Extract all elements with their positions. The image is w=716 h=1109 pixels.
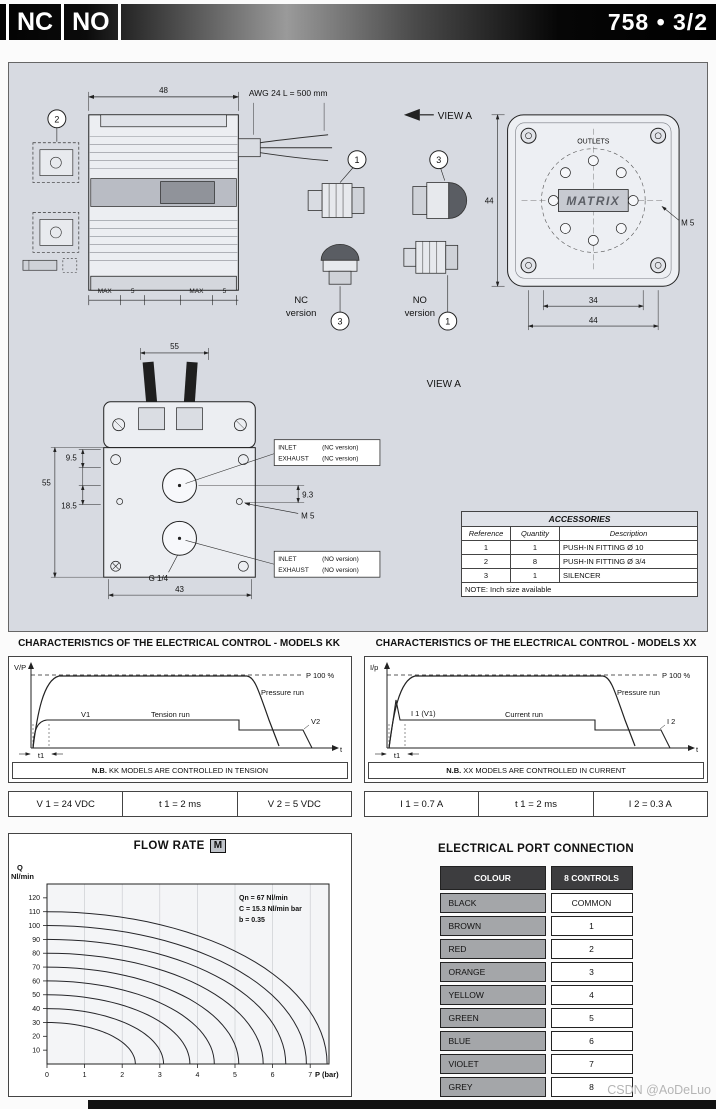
inlet-no-label: INLET xyxy=(278,556,297,564)
flow-y-tick-label: 80 xyxy=(32,950,40,958)
kk-v1-label: V1 xyxy=(81,710,91,719)
bottom-dim-9-3: 9.3 xyxy=(302,490,314,500)
flange-thread-m5: M 5 xyxy=(681,218,695,228)
port-header-row xyxy=(440,866,633,890)
port-connection-panel xyxy=(364,833,708,1097)
port-colour-cell: RED xyxy=(440,939,546,959)
port-colour-cell: BLUE xyxy=(440,1031,546,1051)
accessories-col-reference: Reference xyxy=(462,527,511,541)
port-row xyxy=(440,916,633,936)
port-colour-cell: GREY xyxy=(440,1077,546,1097)
flow-x-tick-label: 5 xyxy=(233,1072,237,1079)
header-bar xyxy=(0,4,716,40)
bottom-dim-43: 43 xyxy=(175,585,184,595)
xx-spec-strip xyxy=(364,791,708,817)
port-control-cell: 3 xyxy=(551,962,633,982)
xx-spec-i1: I 1 = 0.7 A xyxy=(400,798,444,810)
xx-y-axis-label: I/p xyxy=(370,663,379,672)
flow-y-tick-label: 70 xyxy=(32,964,40,972)
port-row xyxy=(440,1054,633,1074)
xx-control-chart xyxy=(365,658,707,764)
no-version-line2: version xyxy=(404,308,436,320)
view-a-arrow-icon xyxy=(404,109,434,121)
xx-note-strip xyxy=(368,762,704,779)
flow-y-ticks xyxy=(28,895,47,1054)
port-row xyxy=(440,962,633,982)
valve-front-view xyxy=(89,115,239,290)
push-in-fitting-no-drawing xyxy=(404,241,458,273)
kk-note-nb: N.B. xyxy=(91,766,107,775)
accessories-col-quantity: Quantity xyxy=(511,527,560,541)
port-control-cell: 7 xyxy=(551,1054,633,1074)
flange-dim-44-mount: 44 xyxy=(588,316,598,326)
port-control-cell: 1 xyxy=(551,916,633,936)
flow-x-tick-label: 1 xyxy=(82,1072,87,1079)
xx-spec-i2: I 2 = 0.3 A xyxy=(593,792,707,816)
xx-control-panel xyxy=(364,656,708,783)
accessories-row xyxy=(462,555,698,569)
port-row xyxy=(440,939,633,959)
flow-y-tick-label: 20 xyxy=(32,1033,40,1041)
flow-y-unit-q: Q xyxy=(17,863,23,872)
cable-label: AWG 24 L = 500 mm xyxy=(248,87,328,98)
m-badge: M xyxy=(210,839,227,853)
flow-y-tick-label: 50 xyxy=(32,992,40,1000)
port-colour-cell: ORANGE xyxy=(440,962,546,982)
accessories-header-row xyxy=(462,527,698,541)
port-row xyxy=(440,1008,633,1028)
exhaust-nc-label: EXHAUST xyxy=(278,455,309,463)
accessories-title: ACCESSORIES xyxy=(462,512,698,527)
silencer-drawing xyxy=(413,183,467,219)
kk-pressure-run-label: Pressure run xyxy=(261,688,304,697)
kk-control-panel xyxy=(8,656,352,783)
port-header-controls: 8 CONTROLS xyxy=(551,866,633,890)
flow-y-tick-label: 40 xyxy=(32,1006,40,1014)
port-colour-cell: GREEN xyxy=(440,1008,546,1028)
flow-x-ticks xyxy=(45,1064,312,1079)
xx-t1-label: t1 xyxy=(393,751,401,760)
kk-v2-label: V2 xyxy=(311,717,321,726)
flow-x-tick-label: 3 xyxy=(157,1072,162,1079)
din-connectors xyxy=(23,143,79,273)
flow-x-axis-label: P (bar) xyxy=(315,1070,339,1079)
flow-y-tick-label: 110 xyxy=(28,909,40,917)
flow-rate-title xyxy=(9,834,351,853)
inlet-nc-note: (NC version) xyxy=(322,444,359,452)
accessories-cell: 1 xyxy=(462,541,511,555)
flow-y-unit-nlmin: Nl/min xyxy=(11,872,34,881)
dim-max-lines xyxy=(89,295,239,305)
push-in-fitting-drawing xyxy=(308,184,364,218)
flow-annotation-qn: Qn = 67 Nl/min xyxy=(239,895,288,902)
flow-x-tick-label: 2 xyxy=(120,1072,125,1079)
no-version-line1: NO xyxy=(412,295,427,307)
flow-rate-panel xyxy=(8,833,352,1097)
port-control-cell: 8 xyxy=(551,1077,633,1097)
accessories-cell: 3 xyxy=(462,569,511,583)
valve-type-badge xyxy=(0,4,121,40)
max-left-label: MAX xyxy=(97,288,112,296)
kk-section-title: CHARACTERISTICS OF THE ELECTRICAL CONTROL - MODELS KK xyxy=(18,638,340,649)
matrix-logo: MATRIX xyxy=(566,194,621,208)
xx-pressure-run-label: Pressure run xyxy=(617,688,660,697)
page-bottom-bar xyxy=(88,1100,716,1109)
port-control-cell: 6 xyxy=(551,1031,633,1051)
xx-t-label: t xyxy=(696,745,699,754)
flow-y-tick-label: 30 xyxy=(32,1019,40,1027)
port-row xyxy=(440,1031,633,1051)
port-row xyxy=(440,985,633,1005)
port-header-colour: COLOUR xyxy=(440,866,546,890)
kk-note-strip xyxy=(12,762,348,779)
bottom-dim-9-5: 9.5 xyxy=(65,453,77,463)
kk-y-axis-label: V/P xyxy=(14,663,27,672)
balloon-3-nc-label: 3 xyxy=(337,316,343,327)
port-colour-cell: YELLOW xyxy=(440,985,546,1005)
silencer-nc-drawing xyxy=(321,244,359,284)
flange-dim-34: 34 xyxy=(588,296,598,306)
flow-y-tick-label: 10 xyxy=(32,1047,40,1055)
kk-spec-v2: V 2 = 5 VDC xyxy=(237,792,351,816)
xx-section-title: CHARACTERISTICS OF THE ELECTRICAL CONTROL - MODELS XX xyxy=(375,638,697,649)
kk-note-text: KK MODELS ARE CONTROLLED IN TENSION xyxy=(106,766,269,775)
max-right-label: MAX xyxy=(189,288,204,296)
no-label: NO xyxy=(64,4,121,40)
port-control-cell: COMMON xyxy=(551,893,633,913)
port-colour-cell: VIOLET xyxy=(440,1054,546,1074)
kk-spec-v1: V 1 = 24 VDC xyxy=(36,798,95,810)
balloon-1-label: 1 xyxy=(354,155,360,166)
port-row xyxy=(440,893,633,913)
balloon-3-label: 3 xyxy=(436,155,442,166)
dim-48-label: 48 xyxy=(159,85,168,95)
bottom-thread-m5: M 5 xyxy=(301,511,315,521)
balloon-2-label: 2 xyxy=(54,114,60,125)
kk-tension-run-label: Tension run xyxy=(151,710,190,719)
kk-t1-label: t1 xyxy=(37,751,45,760)
nc-version-line2: version xyxy=(285,308,317,320)
accessories-cell: PUSH-IN FITTING Ø 10 xyxy=(560,541,698,555)
flange-dim-44-side: 44 xyxy=(484,196,494,206)
flow-y-tick-label: 100 xyxy=(28,922,40,930)
view-a-bottom-label: VIEW A xyxy=(426,378,461,390)
flow-x-tick-label: 6 xyxy=(270,1072,275,1079)
exhaust-no-note: (NO version) xyxy=(322,567,359,575)
port-g14-label: G 1/4 xyxy=(148,574,169,584)
inlet-nc-label: INLET xyxy=(278,444,297,452)
model-number: 758 • 3/2 xyxy=(607,8,708,35)
flow-rate-title-text: FLOW RATE xyxy=(133,840,205,852)
flow-x-tick-label: 4 xyxy=(195,1072,200,1079)
balloon-1-no-label: 1 xyxy=(445,316,451,327)
cable xyxy=(238,103,332,161)
flow-y-tick-label: 90 xyxy=(32,936,40,944)
xx-note-nb: N.B. xyxy=(446,766,462,775)
kk-t-label: t xyxy=(340,745,343,754)
exhaust-nc-note: (NC version) xyxy=(322,455,359,463)
bottom-dim-55-left: 55 xyxy=(42,478,51,488)
accessories-cell: 1 xyxy=(511,541,560,555)
max-right-value: 5 xyxy=(222,288,227,296)
exhaust-no-label: EXHAUST xyxy=(278,567,309,575)
accessories-col-description: Description xyxy=(560,527,698,541)
accessories-row xyxy=(462,541,698,555)
kk-spec-strip xyxy=(8,791,352,817)
xx-current-run-label: Current run xyxy=(505,710,543,719)
port-connection-table xyxy=(435,863,638,1100)
kk-control-chart xyxy=(9,658,351,764)
xx-i1-label: I 1 (V1) xyxy=(411,709,436,718)
technical-drawing-panel xyxy=(8,62,708,632)
port-colour-cell: BLACK xyxy=(440,893,546,913)
accessories-table xyxy=(461,511,698,597)
bottom-dim-18-5: 18.5 xyxy=(61,501,77,511)
accessories-note: NOTE: Inch size available xyxy=(462,583,698,597)
max-left-value: 5 xyxy=(130,288,135,296)
bottom-view xyxy=(104,362,256,578)
nc-label: NC xyxy=(6,4,64,40)
bottom-dim-55-top: 55 xyxy=(170,341,179,351)
xx-note-text: XX MODELS ARE CONTROLLED IN CURRENT xyxy=(461,766,626,775)
xx-i2-label: I 2 xyxy=(667,717,676,726)
flow-annotation-b: b = 0.35 xyxy=(239,917,265,924)
accessories-cell: PUSH-IN FITTING Ø 3/4 xyxy=(560,555,698,569)
port-connection-title: ELECTRICAL PORT CONNECTION xyxy=(437,843,635,855)
port-row xyxy=(440,1077,633,1097)
flow-y-tick-label: 120 xyxy=(28,895,40,903)
accessories-cell: SILENCER xyxy=(560,569,698,583)
flow-rate-chart xyxy=(9,858,351,1094)
accessories-cell: 1 xyxy=(511,569,560,583)
port-control-cell: 5 xyxy=(551,1008,633,1028)
kk-spec-t1: t 1 = 2 ms xyxy=(122,792,236,816)
accessories-row xyxy=(462,569,698,583)
accessories-cell: 8 xyxy=(511,555,560,569)
inlet-no-note: (NO version) xyxy=(322,556,359,564)
port-control-cell: 4 xyxy=(551,985,633,1005)
view-a-top-label: VIEW A xyxy=(437,110,473,122)
flow-annotation-c: C = 15.3 Nl/min bar xyxy=(239,906,302,913)
outlets-label: OUTLETS xyxy=(577,138,610,146)
kk-p100-label: P 100 % xyxy=(306,671,335,680)
flow-x-tick-label: 0 xyxy=(45,1072,49,1079)
port-colour-cell: BROWN xyxy=(440,916,546,936)
xx-p100-label: P 100 % xyxy=(662,671,691,680)
nc-version-line1: NC xyxy=(294,295,308,307)
accessories-cell: 2 xyxy=(462,555,511,569)
flow-x-tick-label: 7 xyxy=(308,1072,313,1079)
xx-spec-t1: t 1 = 2 ms xyxy=(478,792,592,816)
port-control-cell: 2 xyxy=(551,939,633,959)
watermark: CSDN @AoDeLuo xyxy=(607,1083,711,1097)
flow-y-tick-label: 60 xyxy=(32,978,40,986)
